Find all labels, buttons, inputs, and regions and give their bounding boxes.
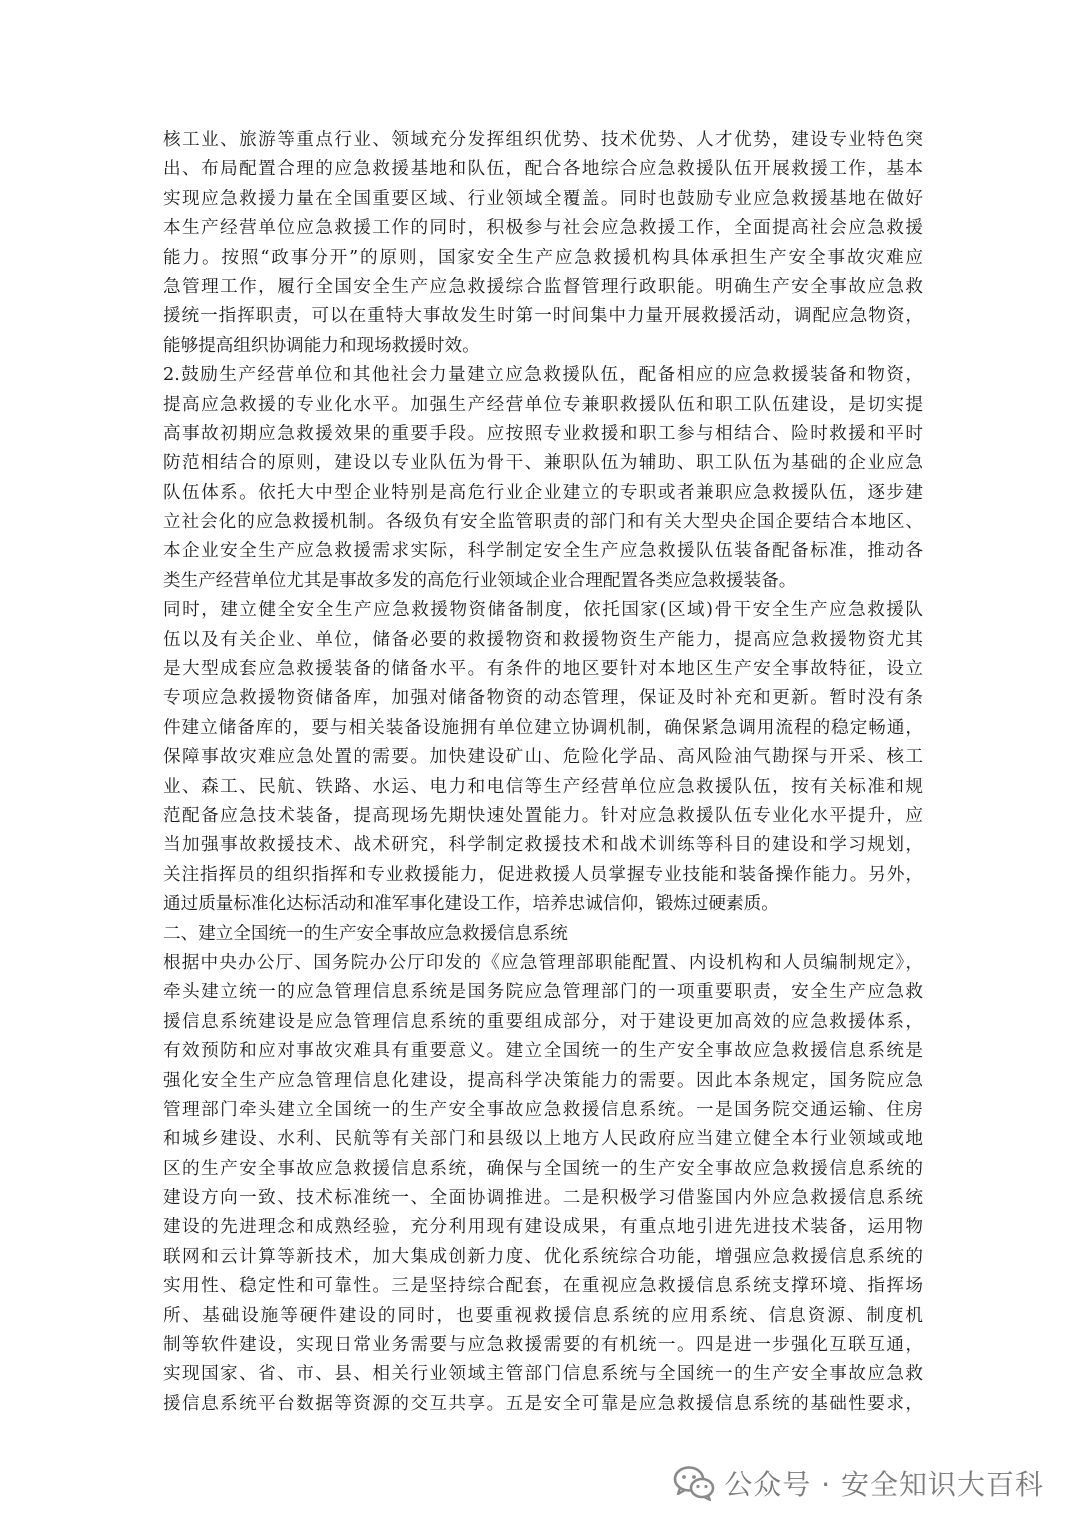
- text-line: 援信息系统平台数据等资源的交互共享。五是安全可靠是应急救援信息系统的基础性要求，: [163, 1393, 923, 1414]
- text-line: 强化安全生产应急管理信息化建设，提高科学决策能力的需要。因此本条规定，国务院应急: [163, 1070, 923, 1091]
- text-line: 出、布局配置合理的应急救援基地和队伍，配合各地综合应急救援队伍开展救援工作，基本: [163, 159, 923, 180]
- text-line: 实现应急救援力量在全国重要区域、行业领域全覆盖。同时也鼓励专业应急救援基地在做好: [163, 188, 923, 209]
- text-line: 是大型成套应急救援装备的储备水平。有条件的地区要针对本地区生产安全事故特征，设立: [163, 659, 923, 680]
- text-line: 联网和云计算等新技术，加大集成创新力度、优化系统综合功能，增强应急救援信息系统的: [163, 1246, 923, 1267]
- watermark: [672, 1463, 1044, 1503]
- text-line: 范配备应急技术装备，提高现场先期快速处置能力。针对应急救援队伍专业化水平提升，应: [163, 805, 923, 826]
- text-line: 高事故初期应急救援效果的重要手段。应按照专业救援和职工参与相结合、险时救援和平时: [163, 423, 923, 444]
- text-line: 队伍体系。依托大中型企业特别是高危行业企业建立的专职或者兼职应急救援队伍，逐步建: [163, 482, 923, 503]
- text-line: 有效预防和应对事故灾难具有重要意义。建立全国统一的生产安全事故应急救援信息系统是: [163, 1041, 923, 1062]
- text-line: 管理部门牵头建立全国统一的生产安全事故应急救援信息系统。一是国务院交通运输、住房: [163, 1099, 923, 1120]
- text-line: 和城乡建设、水利、民航等有关部门和县级以上地方人民政府应当建立健全本行业领域或地: [163, 1129, 923, 1150]
- text-line: 区的生产安全事故应急救援信息系统，确保与全国统一的生产安全事故应急救援信息系统的: [163, 1158, 923, 1179]
- text-line: 援统一指挥职责，可以在重特大事故发生时第一时间集中力量开展救援活动，调配应急物资，: [163, 306, 923, 327]
- text-line: 类生产经营单位尤其是事故多发的高危行业领域企业合理配置各类应急救援装备。: [163, 570, 797, 591]
- text-line: 能够提高组织协调能力和现场救援时效。: [163, 335, 480, 356]
- text-line: 同时，建立健全安全生产应急救援物资储备制度，依托国家(区域)骨干安全生产应急救援队: [163, 600, 923, 621]
- text-line: 能力。按照“政事分开”的原则，国家安全生产应急救援机构具体承担生产安全事故灾难应: [163, 247, 923, 268]
- text-line: 急管理工作，履行全国安全生产应急救援综合监督管理行政职能。明确生产安全事故应急救: [163, 276, 923, 297]
- text-line: 伍以及有关企业、单位，储备必要的救援物资和救援物资生产能力，提高应急救援物资尤其: [163, 629, 923, 650]
- wechat-icon: [672, 1464, 716, 1502]
- text-line: 建设的先进理念和成熟经验，充分利用现有建设成果，有重点地引进先进技术装备，运用物: [163, 1217, 923, 1238]
- watermark-label: 公众号 · 安全知识大百科: [724, 1468, 1044, 1501]
- text-line: 业、森工、民航、铁路、水运、电力和电信等生产经营单位应急救援队伍，按有关标准和规: [163, 776, 923, 797]
- text-line: 本企业安全生产应急救援需求实际，科学制定安全生产应急救援队伍装备配备标准，推动各: [163, 541, 923, 562]
- text-line: 通过质量标准化达标活动和准军事化建设工作，培养忠诚信仰，锻炼过硬素质。: [163, 894, 779, 915]
- text-line: 提高应急救援的专业化水平。加强生产经营单位专兼职救援队伍和职工队伍建设，是切实提: [163, 394, 923, 415]
- text-line: 实用性、稳定性和可靠性。三是坚持综合配套，在重视应急救援信息系统支撑环境、指挥场: [163, 1276, 923, 1297]
- text-line: 当加强事故救援技术、战术研究，科学制定救援技术和战术训练等科目的建设和学习规划，: [163, 835, 923, 856]
- text-line: 所、基础设施等硬件建设的同时，也要重视救援信息系统的应用系统、信息资源、制度机: [163, 1305, 923, 1326]
- text-line: 专项应急救援物资储备库，加强对储备物资的动态管理，保证及时补充和更新。暂时没有条: [163, 688, 923, 709]
- text-line: 关注指挥员的组织指挥和专业救援能力，促进救援人员掌握专业技能和装备操作能力。另外，: [163, 864, 923, 885]
- document-body: [163, 126, 923, 1419]
- text-line: 保障事故灾难应急处置的需要。加快建设矿山、危险化学品、高风险油气勘探与开采、核工: [163, 747, 923, 768]
- text-line: 立社会化的应急救援机制。各级负有安全监管职责的部门和有关大型央企国企要结合本地区、: [163, 512, 923, 533]
- text-line: 实现国家、省、市、县、相关行业领域主管部门信息系统与全国统一的生产安全事故应急救: [163, 1364, 923, 1385]
- text-line: 制等软件建设，实现日常业务需要与应急救援需要的有机统一。四是进一步强化互联互通，: [163, 1335, 923, 1356]
- text-line: 2.鼓励生产经营单位和其他社会力量建立应急救援队伍，配备相应的应急救援装备和物资，: [163, 365, 923, 386]
- text-line: 牵头建立统一的应急管理信息系统是国务院应急管理部门的一项重要职责，安全生产应急救: [163, 982, 923, 1003]
- text-line: 建设方向一致、技术标准统一、全面协调推进。二是积极学习借鉴国内外应急救援信息系统: [163, 1188, 923, 1209]
- text-line: 根据中央办公厅、国务院办公厅印发的《应急管理部职能配置、内设机构和人员编制规定》，: [163, 952, 923, 973]
- text-line: 援信息系统建设是应急管理信息系统的重要组成部分，对于建设更加高效的应急救援体系，: [163, 1011, 923, 1032]
- text-line: 二、建立全国统一的生产安全事故应急救援信息系统: [163, 923, 568, 944]
- text-line: 件建立储备库的，要与相关装备设施拥有单位建立协调机制，确保紧急调用流程的稳定畅通，: [163, 717, 923, 738]
- text-line: 本生产经营单位应急救援工作的同时，积极参与社会应急救援工作，全面提高社会应急救援: [163, 218, 923, 239]
- text-line: 防范相结合的原则，建设以专业队伍为骨干、兼职队伍为辅助、职工队伍为基础的企业应急: [163, 453, 923, 474]
- text-line: 核工业、旅游等重点行业、领域充分发挥组织优势、技术优势、人才优势，建设专业特色突: [163, 130, 923, 150]
